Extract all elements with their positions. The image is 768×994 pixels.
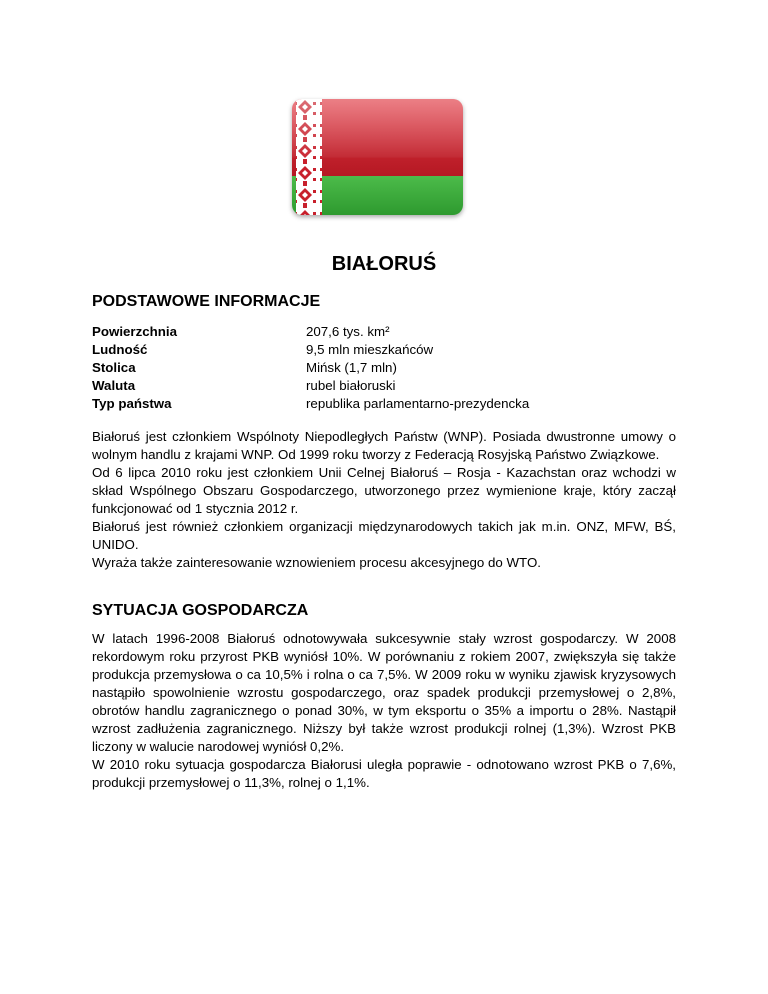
fact-label: Waluta bbox=[92, 378, 136, 393]
belarus-flag-icon bbox=[292, 99, 463, 215]
basic-info-heading: PODSTAWOWE INFORMACJE bbox=[92, 293, 321, 310]
facts-table bbox=[92, 323, 692, 413]
paragraph: W latach 1996-2008 Białoruś odnotowywała sukcesywnie stały wzrost gospodarczy. W 2008 rekordowym roku przyrost PKB wyniósł 10%. W porównaniu z rokiem 2007, zwiększyła się także produkcja przemysłowa o ca 10,5% i rolna o ca 7,5%. W 2009 roku w wyniku zjawisk kryzysowych nastąpiło spowolnienie wzrostu gospodarczego, oraz spadek produkcji przemysłowej o 2,8%, obrotów handlu zagranicznego o ponad 30%, w tym eksportu o 35% a importu o 28%. Nastąpił wzrost zadłużenia zagranicznego. Niższy był także wzrost produkcji rolnej (1,3%). Wzrost PKB liczony w walucie narodowej wyniósł 0,2%. bbox=[92, 631, 676, 754]
page-title: BIAŁORUŚ bbox=[331, 253, 437, 275]
paragraph: Wyraża także zainteresowanie wznowieniem procesu akcesyjnego do WTO. bbox=[92, 555, 541, 570]
fact-row bbox=[92, 323, 692, 341]
fact-value: Mińsk (1,7 mln) bbox=[306, 360, 397, 375]
fact-value: republika parlamentarno-prezydencka bbox=[306, 396, 530, 411]
fact-value: rubel białoruski bbox=[306, 378, 396, 393]
fact-row bbox=[92, 341, 692, 359]
paragraph: Białoruś jest również członkiem organizacji międzynarodowych takich jak m.in. ONZ, MFW, BŚ, UNIDO. bbox=[92, 519, 676, 552]
economy-heading: SYTUACJA GOSPODARCZA bbox=[92, 602, 309, 619]
fact-row bbox=[92, 395, 692, 413]
fact-label: Stolica bbox=[92, 360, 136, 375]
fact-row bbox=[92, 377, 692, 395]
basic-info-text bbox=[92, 428, 676, 572]
fact-value: 207,6 tys. km² bbox=[306, 324, 390, 339]
fact-value: 9,5 mln mieszkańców bbox=[306, 342, 434, 357]
fact-label: Ludność bbox=[92, 342, 148, 357]
paragraph: Białoruś jest członkiem Wspólnoty Niepodległych Państw (WNP). Posiada dwustronne umowy o wolnym handlu z krajami WNP. Od 1999 roku tworzy z Federacją Rosyjską Państwo Związkowe. bbox=[92, 429, 676, 462]
fact-label: Powierzchnia bbox=[92, 324, 177, 339]
fact-row bbox=[92, 359, 692, 377]
paragraph: Od 6 lipca 2010 roku jest członkiem Unii Celnej Białoruś – Rosja - Kazachstan oraz wchodzi w skład Wspólnego Obszaru Gospodarczego, utworzonego przez wymienione kraje, który zaczął funkcjonować od 1 stycznia 2012 r. bbox=[92, 465, 676, 516]
fact-label: Typ państwa bbox=[92, 396, 172, 411]
economy-text bbox=[92, 630, 676, 792]
paragraph: W 2010 roku sytuacja gospodarcza Białorusi uległa poprawie - odnotowano wzrost PKB o 7,6%, produkcji przemysłowej o 11,3%, rolnej o 1,1%. bbox=[92, 757, 676, 790]
